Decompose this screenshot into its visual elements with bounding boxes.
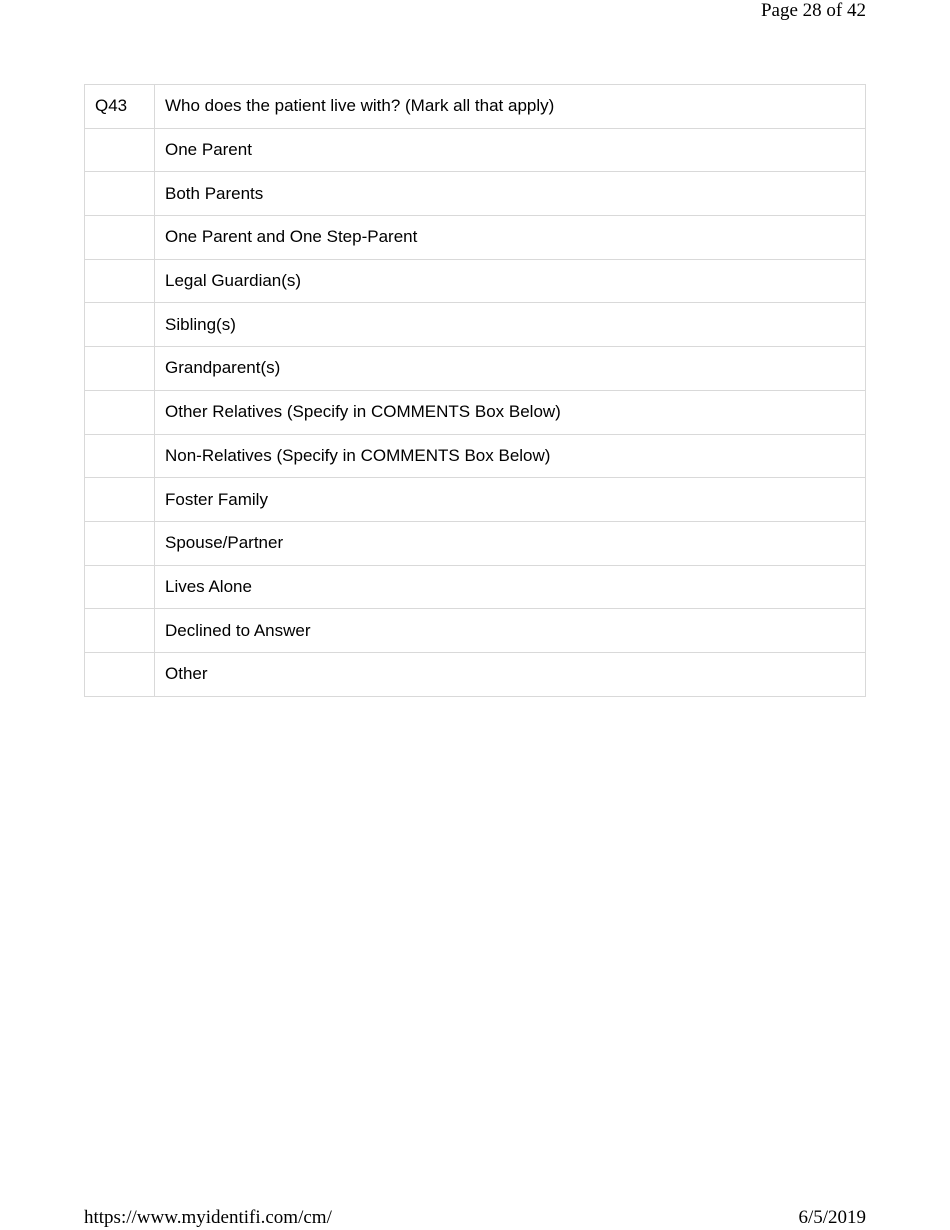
option-marker-cell <box>85 128 155 172</box>
option-marker-cell <box>85 172 155 216</box>
option-label: Spouse/Partner <box>155 521 866 565</box>
option-label: Sibling(s) <box>155 303 866 347</box>
option-marker-cell <box>85 565 155 609</box>
option-marker-cell <box>85 478 155 522</box>
option-row <box>85 434 866 478</box>
option-label: Both Parents <box>155 172 866 216</box>
option-row <box>85 478 866 522</box>
option-marker-cell <box>85 347 155 391</box>
option-marker-cell <box>85 521 155 565</box>
question-row <box>85 85 866 129</box>
option-label: Declined to Answer <box>155 609 866 653</box>
footer-date: 6/5/2019 <box>798 1207 866 1228</box>
option-label: One Parent and One Step-Parent <box>155 216 866 260</box>
question-number: Q43 <box>85 85 155 129</box>
option-row <box>85 565 866 609</box>
option-row <box>85 128 866 172</box>
option-marker-cell <box>85 216 155 260</box>
option-label: One Parent <box>155 128 866 172</box>
footer-url: https://www.myidentifi.com/cm/ <box>84 1207 332 1228</box>
option-label: Other Relatives (Specify in COMMENTS Box Below) <box>155 390 866 434</box>
question-text: Who does the patient live with? (Mark all that apply) <box>155 85 866 129</box>
option-row <box>85 303 866 347</box>
option-label: Non-Relatives (Specify in COMMENTS Box Below) <box>155 434 866 478</box>
option-row <box>85 172 866 216</box>
option-label: Other <box>155 652 866 696</box>
option-marker-cell <box>85 303 155 347</box>
option-row <box>85 652 866 696</box>
option-marker-cell <box>85 390 155 434</box>
option-row <box>85 609 866 653</box>
page-number: Page 28 of 42 <box>760 0 866 21</box>
option-row <box>85 390 866 434</box>
option-marker-cell <box>85 609 155 653</box>
option-row <box>85 521 866 565</box>
option-row <box>85 259 866 303</box>
option-marker-cell <box>85 434 155 478</box>
option-marker-cell <box>85 652 155 696</box>
option-label: Legal Guardian(s) <box>155 259 866 303</box>
option-label: Grandparent(s) <box>155 347 866 391</box>
option-row <box>85 216 866 260</box>
option-label: Lives Alone <box>155 565 866 609</box>
option-row <box>85 347 866 391</box>
question-table <box>84 84 866 697</box>
option-label: Foster Family <box>155 478 866 522</box>
option-marker-cell <box>85 259 155 303</box>
